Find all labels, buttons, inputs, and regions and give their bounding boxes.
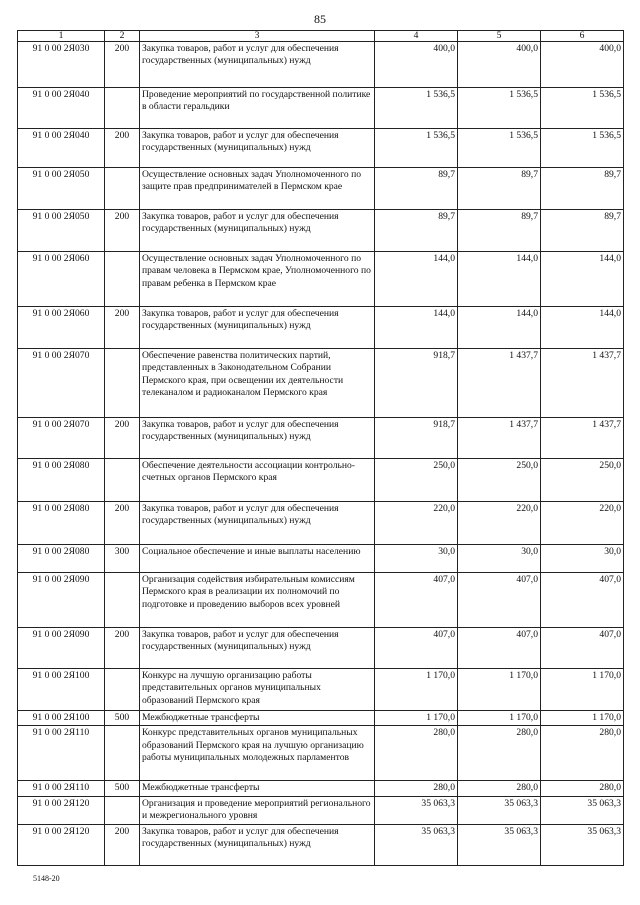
target-article-code: 91 0 00 2Я040	[18, 129, 105, 168]
amount-col4: 918,7	[375, 349, 458, 418]
target-article-code: 91 0 00 2Я090	[18, 628, 105, 669]
expense-type-code: 500	[105, 781, 140, 796]
amount-col5: 89,7	[458, 168, 541, 210]
amount-col5: 1 170,0	[458, 669, 541, 711]
expense-type-code	[105, 669, 140, 711]
amount-col4: 144,0	[375, 252, 458, 307]
amount-col5: 280,0	[458, 781, 541, 796]
expense-type-code: 200	[105, 502, 140, 545]
amount-col4: 280,0	[375, 726, 458, 781]
table-row	[18, 545, 624, 573]
table-row	[18, 129, 624, 168]
expense-type-code	[105, 573, 140, 628]
expense-type-code: 300	[105, 545, 140, 573]
amount-col5: 1 437,7	[458, 349, 541, 418]
table-header	[18, 31, 624, 42]
item-name: Обеспечение деятельности ассоциации контрольно-счетных органов Пермского края	[140, 459, 375, 502]
amount-col5: 1 170,0	[458, 711, 541, 726]
item-name: Закупка товаров, работ и услуг для обеспечения государственных (муниципальных) нужд	[140, 824, 375, 865]
amount-col5: 280,0	[458, 726, 541, 781]
amount-col6: 407,0	[541, 573, 624, 628]
amount-col6: 1 170,0	[541, 669, 624, 711]
amount-col4: 89,7	[375, 168, 458, 210]
table-row	[18, 824, 624, 865]
column-header: 5	[458, 31, 541, 42]
expense-type-code	[105, 252, 140, 307]
expense-type-code: 200	[105, 129, 140, 168]
target-article-code: 91 0 00 2Я110	[18, 726, 105, 781]
target-article-code: 91 0 00 2Я050	[18, 168, 105, 210]
item-name: Закупка товаров, работ и услуг для обеспечения государственных (муниципальных) нужд	[140, 628, 375, 669]
item-name: Осуществление основных задач Уполномоченного по правам человека в Пермском крае, Уполномоченного по правам ребенка в Пермском крае	[140, 252, 375, 307]
target-article-code: 91 0 00 2Я030	[18, 42, 105, 88]
amount-col6: 400,0	[541, 42, 624, 88]
amount-col6: 1 536,5	[541, 88, 624, 129]
amount-col6: 144,0	[541, 307, 624, 349]
table-row	[18, 502, 624, 545]
amount-col5: 144,0	[458, 307, 541, 349]
amount-col6: 35 063,3	[541, 824, 624, 865]
budget-table	[17, 30, 624, 866]
item-name: Организация и проведение мероприятий регионального и межрегионального уровня	[140, 796, 375, 824]
amount-col4: 220,0	[375, 502, 458, 545]
page-number: 85	[314, 12, 326, 26]
target-article-code: 91 0 00 2Я100	[18, 711, 105, 726]
amount-col6: 407,0	[541, 628, 624, 669]
table-row	[18, 781, 624, 796]
item-name: Социальное обеспечение и иные выплаты населению	[140, 545, 375, 573]
item-name: Закупка товаров, работ и услуг для обеспечения государственных (муниципальных) нужд	[140, 210, 375, 252]
expense-type-code: 200	[105, 628, 140, 669]
amount-col6: 250,0	[541, 459, 624, 502]
table-row	[18, 210, 624, 252]
amount-col6: 144,0	[541, 252, 624, 307]
target-article-code: 91 0 00 2Я040	[18, 88, 105, 129]
expense-type-code: 200	[105, 418, 140, 459]
amount-col6: 280,0	[541, 781, 624, 796]
column-header: 4	[375, 31, 458, 42]
amount-col4: 1 536,5	[375, 129, 458, 168]
target-article-code: 91 0 00 2Я080	[18, 459, 105, 502]
amount-col4: 89,7	[375, 210, 458, 252]
column-header: 2	[105, 31, 140, 42]
target-article-code: 91 0 00 2Я120	[18, 796, 105, 824]
target-article-code: 91 0 00 2Я080	[18, 545, 105, 573]
item-name: Закупка товаров, работ и услуг для обеспечения государственных (муниципальных) нужд	[140, 418, 375, 459]
table-row	[18, 307, 624, 349]
table-row	[18, 252, 624, 307]
amount-col5: 35 063,3	[458, 824, 541, 865]
table-row	[18, 42, 624, 88]
amount-col5: 400,0	[458, 42, 541, 88]
expense-type-code: 200	[105, 824, 140, 865]
expense-type-code	[105, 168, 140, 210]
amount-col5: 407,0	[458, 628, 541, 669]
table-row	[18, 168, 624, 210]
table-row	[18, 418, 624, 459]
target-article-code: 91 0 00 2Я060	[18, 252, 105, 307]
amount-col4: 30,0	[375, 545, 458, 573]
column-header: 6	[541, 31, 624, 42]
item-name: Межбюджетные трансферты	[140, 711, 375, 726]
target-article-code: 91 0 00 2Я070	[18, 418, 105, 459]
amount-col6: 1 437,7	[541, 349, 624, 418]
amount-col6: 280,0	[541, 726, 624, 781]
expense-type-code: 200	[105, 42, 140, 88]
item-name: Закупка товаров, работ и услуг для обеспечения государственных (муниципальных) нужд	[140, 307, 375, 349]
amount-col6: 220,0	[541, 502, 624, 545]
amount-col4: 35 063,3	[375, 824, 458, 865]
item-name: Межбюджетные трансферты	[140, 781, 375, 796]
expense-type-code: 200	[105, 307, 140, 349]
table-row	[18, 628, 624, 669]
amount-col5: 250,0	[458, 459, 541, 502]
amount-col5: 407,0	[458, 573, 541, 628]
table-row	[18, 796, 624, 824]
expense-type-code	[105, 88, 140, 129]
amount-col6: 35 063,3	[541, 796, 624, 824]
item-name: Закупка товаров, работ и услуг для обеспечения государственных (муниципальных) нужд	[140, 42, 375, 88]
item-name: Закупка товаров, работ и услуг для обеспечения государственных (муниципальных) нужд	[140, 502, 375, 545]
amount-col5: 1 536,5	[458, 88, 541, 129]
header-row	[18, 31, 624, 42]
target-article-code: 91 0 00 2Я070	[18, 349, 105, 418]
table-row	[18, 349, 624, 418]
item-name: Конкурс на лучшую организацию работы представительных органов муниципальных образований Пермского края	[140, 669, 375, 711]
amount-col5: 144,0	[458, 252, 541, 307]
amount-col5: 220,0	[458, 502, 541, 545]
expense-type-code	[105, 459, 140, 502]
column-header: 3	[140, 31, 375, 42]
expense-type-code	[105, 349, 140, 418]
document-footer-code: 5148-20	[33, 874, 60, 883]
target-article-code: 91 0 00 2Я080	[18, 502, 105, 545]
amount-col4: 35 063,3	[375, 796, 458, 824]
expense-type-code: 200	[105, 210, 140, 252]
target-article-code: 91 0 00 2Я110	[18, 781, 105, 796]
amount-col4: 407,0	[375, 628, 458, 669]
amount-col6: 1 536,5	[541, 129, 624, 168]
amount-col4: 144,0	[375, 307, 458, 349]
table-row	[18, 573, 624, 628]
target-article-code: 91 0 00 2Я090	[18, 573, 105, 628]
item-name: Проведение мероприятий по государственной политике в области геральдики	[140, 88, 375, 129]
amount-col4: 280,0	[375, 781, 458, 796]
target-article-code: 91 0 00 2Я060	[18, 307, 105, 349]
table-row	[18, 711, 624, 726]
amount-col4: 250,0	[375, 459, 458, 502]
table-row	[18, 726, 624, 781]
amount-col6: 1 170,0	[541, 711, 624, 726]
item-name: Конкурс представительных органов муниципальных образований Пермского края на лучшую организацию работы муниципальных молодежных парламентов	[140, 726, 375, 781]
amount-col4: 918,7	[375, 418, 458, 459]
item-name: Закупка товаров, работ и услуг для обеспечения государственных (муниципальных) нужд	[140, 129, 375, 168]
amount-col4: 1 536,5	[375, 88, 458, 129]
table-row	[18, 88, 624, 129]
target-article-code: 91 0 00 2Я100	[18, 669, 105, 711]
amount-col4: 1 170,0	[375, 669, 458, 711]
amount-col6: 1 437,7	[541, 418, 624, 459]
table-row	[18, 459, 624, 502]
amount-col5: 1 536,5	[458, 129, 541, 168]
amount-col5: 89,7	[458, 210, 541, 252]
table-row	[18, 669, 624, 711]
table-body	[18, 42, 624, 866]
expense-type-code: 500	[105, 711, 140, 726]
amount-col5: 30,0	[458, 545, 541, 573]
item-name: Осуществление основных задач Уполномоченного по защите прав предпринимателей в Пермском крае	[140, 168, 375, 210]
amount-col6: 89,7	[541, 168, 624, 210]
amount-col5: 1 437,7	[458, 418, 541, 459]
item-name: Обеспечение равенства политических партий, представленных в Законодательном Собрании Пермского края, при освещении их деятельности телеканалом и радиоканалом Пермского края	[140, 349, 375, 418]
expense-type-code	[105, 726, 140, 781]
amount-col6: 89,7	[541, 210, 624, 252]
amount-col4: 400,0	[375, 42, 458, 88]
amount-col5: 35 063,3	[458, 796, 541, 824]
expense-type-code	[105, 796, 140, 824]
amount-col4: 1 170,0	[375, 711, 458, 726]
item-name: Организация содействия избирательным комиссиям Пермского края в реализации их полномочий по подготовке и проведению выборов всех уровней	[140, 573, 375, 628]
target-article-code: 91 0 00 2Я120	[18, 824, 105, 865]
amount-col4: 407,0	[375, 573, 458, 628]
amount-col6: 30,0	[541, 545, 624, 573]
target-article-code: 91 0 00 2Я050	[18, 210, 105, 252]
column-header: 1	[18, 31, 105, 42]
